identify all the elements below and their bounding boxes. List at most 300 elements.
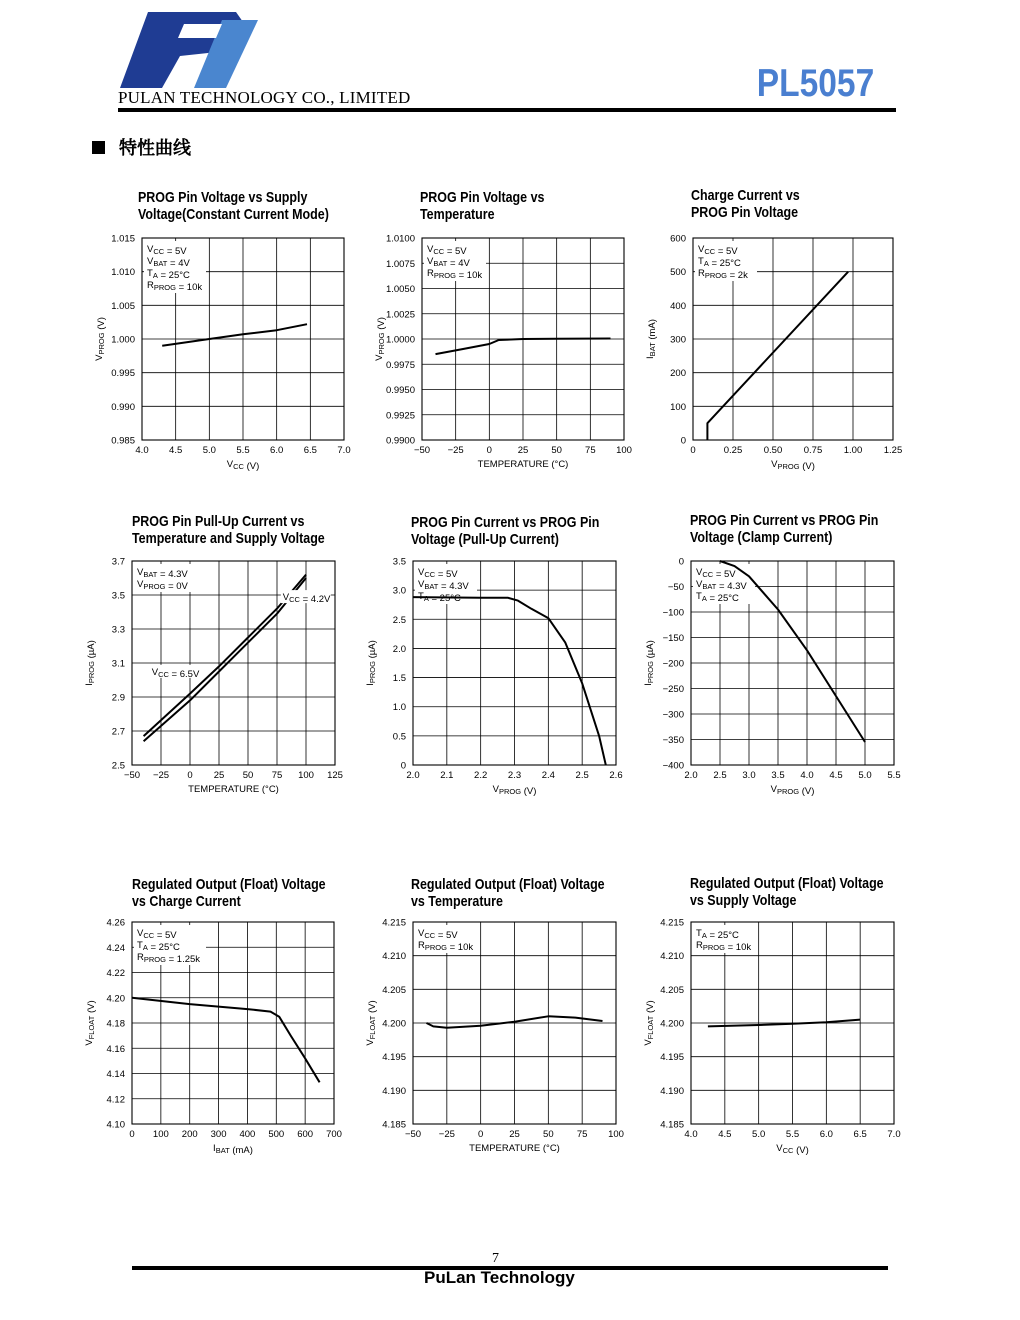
x-tick-label: 7.0 bbox=[887, 1129, 901, 1140]
y-axis-label-run: PROG bbox=[646, 661, 655, 684]
y-tick-label: 3.5 bbox=[111, 590, 125, 602]
chart-7 bbox=[84, 876, 342, 1156]
y-axis-label-run: V bbox=[643, 1039, 654, 1046]
chart-title: PROG Pin Voltage bbox=[690, 204, 799, 221]
y-tick-label: 1.0025 bbox=[385, 309, 415, 321]
x-tick-label: 75 bbox=[576, 1129, 588, 1140]
section-title: 特性曲线 bbox=[119, 138, 191, 159]
y-axis-label bbox=[84, 1000, 97, 1045]
condition-text-run: R bbox=[147, 280, 154, 291]
condition-text-run: V bbox=[137, 579, 144, 590]
condition-text-run: T bbox=[137, 940, 143, 951]
condition-text-run: T bbox=[696, 591, 702, 602]
x-tick-label: 0 bbox=[486, 445, 492, 456]
x-tick-label: 2.4 bbox=[541, 770, 555, 781]
chart-8 bbox=[365, 876, 624, 1154]
condition-text-run: V bbox=[137, 928, 144, 939]
condition-text-run: V bbox=[696, 567, 703, 578]
y-axis-label-run: V bbox=[374, 354, 385, 361]
chart-title: Regulated Output (Float) Voltage bbox=[411, 876, 605, 893]
y-tick-label: 0.9900 bbox=[385, 435, 415, 447]
y-tick-label: 4.12 bbox=[106, 1094, 125, 1106]
y-tick-label: 0 bbox=[678, 556, 684, 568]
x-tick-label: 50 bbox=[543, 1129, 554, 1140]
y-axis-label-run: PROG bbox=[97, 332, 106, 355]
condition-text-run: V bbox=[418, 928, 425, 939]
condition-text bbox=[137, 928, 177, 941]
series-annotation-run: CC bbox=[289, 595, 300, 605]
x-tick-label: 6.0 bbox=[819, 1129, 833, 1140]
condition-text-run: V bbox=[418, 579, 425, 590]
y-tick-label: 0.995 bbox=[111, 368, 135, 380]
y-tick-label: 0.9975 bbox=[385, 359, 415, 371]
x-tick-label: 5.5 bbox=[887, 770, 901, 781]
x-axis-label-run: PROG bbox=[777, 462, 800, 471]
x-tick-label: 3.5 bbox=[771, 770, 785, 781]
condition-text-run: T bbox=[418, 591, 424, 602]
y-axis-label-run: PROG bbox=[377, 332, 386, 355]
condition-text-run: CC bbox=[433, 247, 445, 256]
y-axis-label-run: BAT bbox=[648, 342, 657, 357]
condition-text-run: V bbox=[137, 567, 144, 578]
y-tick-label: 4.210 bbox=[660, 951, 684, 963]
y-axis-label-run: FLOAT bbox=[368, 1015, 377, 1040]
y-axis-label-run: FLOAT bbox=[646, 1015, 655, 1040]
series-line bbox=[132, 998, 320, 1083]
x-axis-label-run: V bbox=[776, 1143, 783, 1154]
y-axis-label bbox=[365, 1000, 378, 1045]
y-tick-label: 4.18 bbox=[106, 1018, 125, 1030]
x-tick-label: 4.5 bbox=[718, 1129, 732, 1140]
x-axis-label-run: CC bbox=[782, 1146, 794, 1155]
condition-text-run: PROG bbox=[153, 283, 176, 292]
x-tick-label: 4.5 bbox=[169, 445, 183, 456]
x-tick-label: 2.0 bbox=[406, 770, 420, 781]
x-tick-label: 700 bbox=[326, 1129, 342, 1140]
y-tick-label: −300 bbox=[662, 709, 684, 721]
x-tick-label: 0.50 bbox=[763, 445, 783, 456]
y-tick-label: 4.195 bbox=[382, 1052, 406, 1064]
condition-text-run: = 5V bbox=[713, 569, 736, 580]
y-tick-label: 0.985 bbox=[111, 435, 135, 447]
condition-text-run: V bbox=[696, 579, 703, 590]
condition-text-run: PROG bbox=[433, 271, 456, 280]
y-tick-label: 100 bbox=[670, 401, 686, 413]
y-tick-label: 4.22 bbox=[106, 968, 125, 979]
condition-text-run: = 5V bbox=[715, 246, 738, 257]
condition-text bbox=[698, 244, 738, 257]
condition-text-run: R bbox=[698, 268, 705, 279]
chart-2 bbox=[374, 189, 632, 470]
y-tick-label: 400 bbox=[670, 300, 686, 312]
y-tick-label: −250 bbox=[662, 684, 684, 695]
y-axis-label bbox=[643, 1000, 656, 1045]
x-tick-label: 25 bbox=[213, 770, 225, 781]
y-tick-label: 600 bbox=[670, 233, 686, 245]
y-tick-label: 4.195 bbox=[660, 1052, 684, 1064]
x-tick-label: 5.0 bbox=[752, 1129, 766, 1140]
y-axis-label-run: I bbox=[365, 683, 376, 686]
y-tick-label: 4.190 bbox=[660, 1085, 684, 1097]
x-tick-label: 300 bbox=[210, 1129, 227, 1140]
condition-text-run: R bbox=[696, 940, 703, 951]
y-tick-label: 0.5 bbox=[392, 731, 406, 743]
condition-text-run: V bbox=[147, 256, 154, 267]
y-axis-label-run: (V) bbox=[96, 317, 107, 333]
chart-5 bbox=[365, 514, 623, 797]
y-tick-label: 0 bbox=[680, 435, 686, 447]
x-tick-label: 5.0 bbox=[858, 770, 872, 781]
chart-title: Temperature bbox=[419, 206, 495, 223]
x-tick-label: 400 bbox=[239, 1129, 256, 1140]
chart-title: PROG Pin Pull-Up Current vs bbox=[132, 513, 305, 530]
x-tick-label: 5.0 bbox=[202, 445, 216, 456]
condition-text-run: CC bbox=[153, 247, 165, 256]
condition-text-run: = 5V bbox=[435, 569, 458, 580]
condition-text-run: T bbox=[147, 268, 153, 279]
x-tick-label: 500 bbox=[268, 1129, 285, 1140]
y-tick-label: −350 bbox=[662, 735, 684, 746]
y-axis-label-run: (V) bbox=[645, 1000, 656, 1016]
condition-text-run: = 5V bbox=[444, 246, 467, 257]
x-axis-label bbox=[188, 784, 279, 795]
condition-text-run: V bbox=[427, 244, 434, 255]
y-axis-label-run: (V) bbox=[86, 1000, 97, 1016]
x-tick-label: 4.0 bbox=[800, 770, 814, 781]
condition-text-run: V bbox=[698, 244, 705, 255]
x-tick-label: 100 bbox=[616, 445, 632, 456]
y-axis-label bbox=[365, 640, 378, 686]
x-tick-label: 0 bbox=[478, 1129, 484, 1140]
condition-text-run: = 25°C bbox=[706, 930, 739, 941]
x-tick-label: −50 bbox=[123, 770, 141, 781]
y-axis-label-run: (µA) bbox=[86, 640, 97, 662]
condition-text-run: = 25°C bbox=[708, 258, 741, 269]
y-axis-label bbox=[645, 319, 658, 359]
chart-title: Voltage (Clamp Current) bbox=[690, 529, 833, 546]
x-tick-label: −50 bbox=[413, 445, 431, 456]
x-tick-label: 0 bbox=[129, 1129, 135, 1140]
condition-text-run: = 1.25k bbox=[165, 954, 201, 965]
series-line bbox=[162, 324, 307, 346]
condition-text-run: = 4.3V bbox=[438, 581, 469, 592]
condition-text-run: PROG bbox=[143, 582, 166, 591]
x-axis-label-run: V bbox=[492, 784, 499, 795]
y-tick-label: 2.9 bbox=[111, 692, 125, 704]
x-axis-label-run: TEMPERATURE (°C) bbox=[469, 1143, 560, 1154]
x-tick-label: 25 bbox=[509, 1129, 520, 1140]
condition-text-run: = 25°C bbox=[428, 593, 461, 604]
x-tick-label: 2.6 bbox=[609, 770, 623, 781]
condition-text-run: V bbox=[418, 567, 425, 578]
condition-text-run: = 4.3V bbox=[716, 581, 747, 592]
x-axis-label bbox=[213, 1143, 253, 1156]
x-tick-label: 4.5 bbox=[829, 770, 843, 781]
condition-text-run: T bbox=[698, 256, 704, 267]
condition-text-run: BAT bbox=[143, 570, 158, 579]
x-tick-label: 600 bbox=[297, 1129, 314, 1140]
y-axis-label bbox=[94, 317, 107, 361]
chart-6 bbox=[643, 512, 901, 797]
y-tick-label: 4.190 bbox=[382, 1085, 406, 1097]
y-tick-label: 3.1 bbox=[111, 658, 125, 670]
y-tick-label: 1.0 bbox=[392, 702, 406, 714]
y-tick-label: 4.20 bbox=[106, 993, 125, 1005]
x-tick-label: 100 bbox=[608, 1129, 624, 1140]
x-axis-label bbox=[776, 1143, 809, 1156]
y-axis-label-run: V bbox=[84, 1039, 95, 1046]
x-axis-label-run: TEMPERATURE (°C) bbox=[188, 784, 279, 795]
x-tick-label: 200 bbox=[181, 1129, 198, 1140]
y-axis-label-run: V bbox=[94, 354, 105, 361]
condition-text-run: CC bbox=[424, 931, 436, 940]
y-tick-label: 0.9925 bbox=[385, 410, 415, 422]
condition-text-run: = 10k bbox=[455, 270, 483, 281]
x-tick-label: −25 bbox=[438, 1129, 455, 1140]
x-tick-label: 100 bbox=[152, 1129, 169, 1140]
condition-text-run: A bbox=[703, 259, 709, 268]
condition-text-run: PROG bbox=[424, 943, 447, 952]
x-tick-label: 2.3 bbox=[507, 770, 522, 781]
y-tick-label: 4.26 bbox=[106, 917, 125, 929]
series-annotation-run: V bbox=[282, 592, 290, 604]
condition-text-run: = 5V bbox=[164, 246, 187, 257]
y-tick-label: 3.3 bbox=[111, 624, 125, 636]
x-tick-label: 50 bbox=[551, 445, 562, 456]
x-axis-label-run: (V) bbox=[243, 461, 260, 472]
condition-text-run: = 0V bbox=[165, 581, 188, 592]
y-tick-label: −50 bbox=[667, 582, 684, 593]
x-tick-label: 6.5 bbox=[303, 445, 317, 456]
x-tick-label: 1.00 bbox=[843, 445, 863, 456]
chart-title: PROG Pin Current vs PROG Pin bbox=[411, 514, 600, 531]
x-axis-label-run: (V) bbox=[799, 786, 815, 797]
x-axis-label-run: (V) bbox=[799, 461, 815, 472]
y-tick-label: 1.000 bbox=[111, 334, 135, 346]
chart-title: Temperature and Supply Voltage bbox=[132, 530, 325, 547]
x-tick-label: 6.5 bbox=[853, 1129, 867, 1140]
y-tick-label: 1.0050 bbox=[385, 284, 415, 295]
footer-company: PuLan Technology bbox=[424, 1268, 575, 1287]
y-axis-label-run: I bbox=[84, 683, 95, 686]
y-tick-label: 1.010 bbox=[111, 267, 135, 279]
condition-text-run: R bbox=[418, 940, 425, 951]
chart-title: Charge Current vs bbox=[690, 187, 800, 204]
x-tick-label: 2.1 bbox=[440, 770, 454, 781]
x-axis-label-run: V bbox=[770, 784, 777, 795]
chart-title: PROG Pin Current vs PROG Pin bbox=[690, 512, 879, 529]
x-axis-label-run: I bbox=[213, 1143, 216, 1154]
x-tick-label: 125 bbox=[327, 770, 343, 781]
x-tick-label: 50 bbox=[242, 770, 254, 781]
x-axis-label-run: V bbox=[226, 459, 234, 470]
condition-text-run: BAT bbox=[433, 259, 448, 268]
y-tick-label: 4.14 bbox=[106, 1069, 125, 1080]
condition-text-run: = 4V bbox=[447, 258, 470, 269]
condition-text-run: CC bbox=[704, 247, 716, 256]
y-tick-label: 3.0 bbox=[392, 585, 406, 597]
y-axis-label-run: (µA) bbox=[367, 640, 378, 662]
chart-title: PROG Pin Voltage vs bbox=[419, 189, 545, 206]
chart-title: Voltage (Pull-Up Current) bbox=[411, 531, 559, 548]
x-tick-label: 2.5 bbox=[575, 770, 589, 781]
condition-text-run: BAT bbox=[702, 582, 717, 591]
y-tick-label: 1.0000 bbox=[385, 334, 415, 346]
y-tick-label: 4.205 bbox=[382, 984, 406, 996]
x-tick-label: 75 bbox=[585, 445, 596, 456]
x-tick-label: −25 bbox=[447, 445, 464, 456]
y-tick-label: 1.0075 bbox=[385, 258, 415, 270]
x-tick-label: 25 bbox=[517, 445, 529, 456]
series-line bbox=[413, 597, 606, 765]
condition-text-run: = 5V bbox=[435, 930, 458, 941]
y-tick-label: 0.990 bbox=[111, 401, 135, 413]
condition-text-run: = 2k bbox=[726, 270, 748, 281]
y-axis-label bbox=[84, 640, 97, 686]
y-tick-label: 2.5 bbox=[111, 760, 125, 772]
y-tick-label: −200 bbox=[662, 658, 684, 670]
condition-text-run: A bbox=[423, 594, 429, 603]
x-tick-label: −25 bbox=[152, 770, 170, 781]
chart-9 bbox=[643, 875, 901, 1156]
chart-title: vs Charge Current bbox=[132, 893, 241, 910]
x-tick-label: 6.0 bbox=[270, 445, 284, 456]
x-tick-label: 4.0 bbox=[684, 1129, 698, 1140]
y-tick-label: 200 bbox=[670, 368, 686, 380]
series-annotation-run: = 4.2V bbox=[299, 594, 331, 606]
x-tick-label: 4.0 bbox=[135, 445, 149, 456]
y-tick-label: 2.0 bbox=[392, 643, 406, 655]
company-name: PULAN TECHNOLOGY CO., LIMITED bbox=[118, 88, 411, 107]
condition-text-run: BAT bbox=[424, 582, 439, 591]
y-axis-label-run: V bbox=[365, 1039, 376, 1046]
y-tick-label: 4.205 bbox=[660, 984, 684, 996]
condition-text-run: R bbox=[427, 268, 434, 279]
condition-text-run: A bbox=[142, 943, 148, 952]
y-tick-label: 3.7 bbox=[111, 556, 125, 568]
condition-text-run: = 25°C bbox=[157, 270, 190, 281]
series-annotation-run: = 6.5V bbox=[168, 668, 200, 680]
chart-title: vs Temperature bbox=[411, 893, 503, 910]
y-tick-label: −400 bbox=[662, 760, 684, 772]
x-axis-label-run: CC bbox=[233, 462, 244, 471]
condition-text-run: PROG bbox=[704, 271, 727, 280]
y-tick-label: 4.215 bbox=[382, 917, 406, 929]
x-axis-label-run: (V) bbox=[521, 786, 537, 797]
chart-title: Regulated Output (Float) Voltage bbox=[690, 875, 884, 892]
x-tick-label: −50 bbox=[404, 1129, 422, 1140]
y-tick-label: 500 bbox=[670, 267, 686, 279]
part-number: PL5057 bbox=[756, 62, 875, 105]
x-axis-label bbox=[469, 1143, 560, 1154]
y-axis-label bbox=[643, 640, 656, 686]
y-axis-label-run: (V) bbox=[367, 1000, 378, 1016]
chart-title: Regulated Output (Float) Voltage bbox=[132, 876, 326, 893]
series-annotation-run: CC bbox=[158, 669, 169, 679]
y-tick-label: 300 bbox=[670, 334, 686, 346]
condition-text-run: = 10k bbox=[175, 282, 203, 293]
condition-text-run: = 10k bbox=[724, 942, 752, 953]
x-axis-label bbox=[771, 459, 815, 472]
x-axis-label-run: BAT bbox=[215, 1146, 230, 1155]
y-axis-label-run: PROG bbox=[87, 661, 96, 684]
y-tick-label: 1.0100 bbox=[385, 233, 415, 245]
condition-text-run: CC bbox=[424, 570, 436, 579]
chart-title: PROG Pin Voltage vs Supply bbox=[137, 189, 308, 206]
y-tick-label: 4.200 bbox=[382, 1018, 406, 1030]
y-tick-label: 0.9950 bbox=[385, 385, 415, 396]
chart-title: vs Supply Voltage bbox=[690, 892, 797, 909]
x-axis-label-run: (mA) bbox=[229, 1145, 253, 1156]
page-number: 7 bbox=[492, 1251, 499, 1266]
x-axis-label bbox=[478, 459, 569, 470]
x-axis-label-run: PROG bbox=[498, 787, 522, 796]
y-tick-label: 2.5 bbox=[392, 614, 406, 626]
y-tick-label: 1.015 bbox=[111, 233, 135, 245]
condition-text-run: R bbox=[137, 952, 144, 963]
condition-text-run: V bbox=[427, 256, 434, 267]
y-tick-label: 4.200 bbox=[660, 1018, 684, 1030]
x-tick-label: 0.75 bbox=[803, 445, 823, 456]
y-axis-label bbox=[374, 317, 387, 361]
condition-text-run: = 5V bbox=[154, 930, 177, 941]
x-tick-label: 2.5 bbox=[713, 770, 727, 781]
condition-text-run: BAT bbox=[153, 259, 168, 268]
y-tick-label: 4.16 bbox=[106, 1043, 125, 1055]
condition-text-run: A bbox=[152, 271, 158, 280]
condition-text-run: PROG bbox=[702, 943, 725, 952]
chart-1 bbox=[94, 189, 351, 472]
y-tick-label: 1.5 bbox=[392, 673, 406, 685]
chart-4 bbox=[84, 513, 343, 795]
chart-3 bbox=[645, 187, 902, 472]
x-tick-label: 2.0 bbox=[684, 770, 698, 781]
x-tick-label: 75 bbox=[271, 770, 283, 781]
y-tick-label: 4.215 bbox=[660, 917, 684, 929]
x-tick-label: 100 bbox=[298, 770, 314, 781]
y-axis-label-run: (µA) bbox=[645, 640, 656, 662]
y-axis-label-run: I bbox=[645, 356, 656, 359]
x-tick-label: 5.5 bbox=[785, 1129, 800, 1140]
y-tick-label: 4.185 bbox=[660, 1119, 684, 1131]
condition-text-run: V bbox=[147, 244, 154, 255]
condition-text-run: CC bbox=[143, 931, 155, 940]
x-tick-label: 0 bbox=[187, 770, 193, 781]
x-tick-label: 3.0 bbox=[742, 770, 756, 781]
y-tick-label: 2.7 bbox=[111, 726, 125, 738]
condition-text-run: = 25°C bbox=[706, 593, 739, 604]
y-tick-label: 0 bbox=[400, 760, 406, 772]
y-tick-label: 4.10 bbox=[106, 1119, 125, 1131]
condition-text-run: A bbox=[701, 594, 707, 603]
series-annotation-run: V bbox=[151, 666, 159, 678]
condition-text-run: T bbox=[696, 928, 702, 939]
condition-text-run: = 25°C bbox=[147, 942, 180, 953]
x-tick-label: 2.2 bbox=[474, 770, 488, 781]
condition-text-run: = 10k bbox=[446, 942, 474, 953]
y-axis-label-run: (mA) bbox=[647, 319, 658, 343]
condition-text-run: PROG bbox=[143, 955, 166, 964]
y-tick-label: 4.185 bbox=[382, 1119, 406, 1131]
y-tick-label: −100 bbox=[662, 607, 684, 619]
x-tick-label: 7.0 bbox=[337, 445, 351, 456]
y-tick-label: −150 bbox=[662, 633, 684, 644]
x-tick-label: 5.5 bbox=[236, 445, 250, 456]
x-axis-label-run: V bbox=[771, 459, 778, 470]
condition-text-run: = 4V bbox=[167, 258, 190, 269]
y-axis-label-run: PROG bbox=[368, 661, 377, 684]
x-tick-label: 1.25 bbox=[883, 445, 903, 456]
